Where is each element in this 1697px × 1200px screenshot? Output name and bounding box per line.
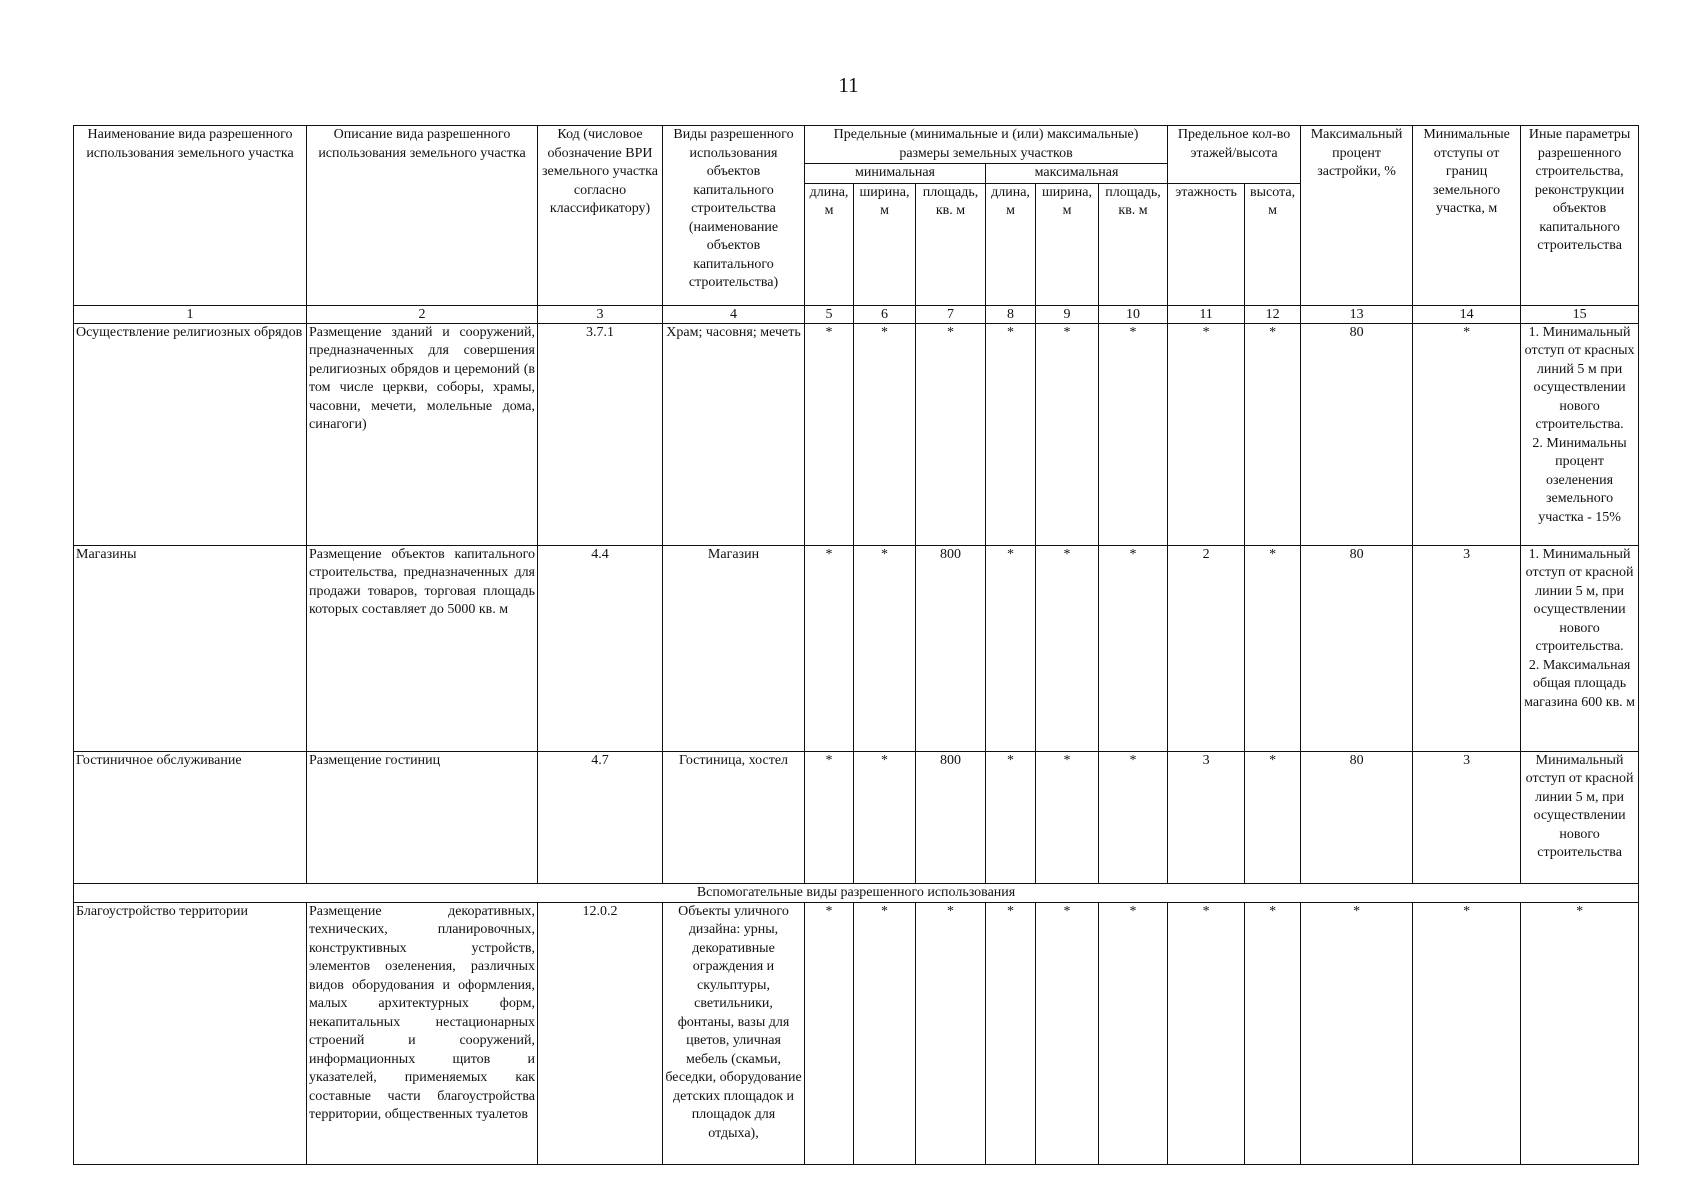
cell-min-area: * bbox=[916, 902, 986, 1164]
regulations-table bbox=[73, 125, 1639, 1165]
cell-min-setback: 3 bbox=[1413, 545, 1521, 751]
cell-kinds: Объекты уличного дизайна: урны, декоративные ограждения и скульптуры, светильники, фонтаны, вазы для цветов, уличная мебель (скамьи, беседки, оборудование детских площадок и площадок для отдыха), bbox=[663, 902, 805, 1164]
cell-height: * bbox=[1245, 545, 1301, 751]
header-max-length: длина, м bbox=[986, 183, 1036, 305]
column-number: 11 bbox=[1168, 305, 1245, 323]
cell-min-setback: * bbox=[1413, 323, 1521, 545]
column-number: 6 bbox=[854, 305, 916, 323]
cell-description: Размещение зданий и сооружений, предназначенных для совершения религиозных обрядов и церемоний (в том числе церкви, соборы, храмы, часовни, мечети, молельные дома, синагоги) bbox=[307, 323, 538, 545]
cell-name: Благоустройство территории bbox=[74, 902, 307, 1164]
cell-kinds: Храм; часовня; мечеть bbox=[663, 323, 805, 545]
cell-max-percent: 80 bbox=[1301, 751, 1413, 883]
cell-description: Размещение гостиниц bbox=[307, 751, 538, 883]
cell-height: * bbox=[1245, 323, 1301, 545]
header-min-width: ширина, м bbox=[854, 183, 916, 305]
cell-max-length: * bbox=[986, 323, 1036, 545]
cell-description: Размещение объектов капитального строительства, предназначенных для продажи товаров, торговая площадь которых составляет до 5000 кв. м bbox=[307, 545, 538, 751]
table-row bbox=[74, 323, 1639, 545]
header-max-area: площадь, кв. м bbox=[1099, 183, 1168, 305]
cell-max-width: * bbox=[1036, 323, 1099, 545]
cell-min-length: * bbox=[805, 902, 854, 1164]
cell-max-length: * bbox=[986, 902, 1036, 1164]
cell-floors: * bbox=[1168, 323, 1245, 545]
column-number: 9 bbox=[1036, 305, 1099, 323]
cell-min-length: * bbox=[805, 751, 854, 883]
cell-floors: 3 bbox=[1168, 751, 1245, 883]
column-number: 13 bbox=[1301, 305, 1413, 323]
column-number: 4 bbox=[663, 305, 805, 323]
cell-min-width: * bbox=[854, 545, 916, 751]
cell-name: Осуществление религиозных обрядов bbox=[74, 323, 307, 545]
cell-min-length: * bbox=[805, 545, 854, 751]
cell-max-area: * bbox=[1099, 751, 1168, 883]
cell-name: Гостиничное обслуживание bbox=[74, 751, 307, 883]
cell-kinds: Магазин bbox=[663, 545, 805, 751]
cell-max-area: * bbox=[1099, 545, 1168, 751]
cell-min-setback: * bbox=[1413, 902, 1521, 1164]
cell-code: 3.7.1 bbox=[538, 323, 663, 545]
cell-other-params: Минимальный отступ от красной линии 5 м, при осуществлении нового строительства bbox=[1521, 751, 1639, 883]
column-number: 2 bbox=[307, 305, 538, 323]
table-row bbox=[74, 751, 1639, 883]
section-title: Вспомогательные виды разрешенного использования bbox=[74, 883, 1639, 902]
cell-min-area: 800 bbox=[916, 751, 986, 883]
page-number: 11 bbox=[838, 73, 859, 97]
section-row bbox=[74, 883, 1639, 902]
header-min-group: минимальная bbox=[805, 164, 986, 184]
column-number-row bbox=[74, 305, 1639, 323]
cell-max-percent: 80 bbox=[1301, 545, 1413, 751]
header-max-group: максимальная bbox=[986, 164, 1168, 184]
column-number: 3 bbox=[538, 305, 663, 323]
header-min-area: площадь, кв. м bbox=[916, 183, 986, 305]
cell-min-area: * bbox=[916, 323, 986, 545]
header-row bbox=[74, 126, 1639, 164]
cell-max-width: * bbox=[1036, 545, 1099, 751]
column-number: 15 bbox=[1521, 305, 1639, 323]
column-number: 7 bbox=[916, 305, 986, 323]
cell-max-width: * bbox=[1036, 751, 1099, 883]
column-number: 1 bbox=[74, 305, 307, 323]
cell-code: 4.4 bbox=[538, 545, 663, 751]
header-floors: этажность bbox=[1168, 183, 1245, 305]
cell-min-area: 800 bbox=[916, 545, 986, 751]
cell-code: 4.7 bbox=[538, 751, 663, 883]
header-min-length: длина, м bbox=[805, 183, 854, 305]
cell-max-percent: 80 bbox=[1301, 323, 1413, 545]
cell-kinds: Гостиница, хостел bbox=[663, 751, 805, 883]
column-number: 5 bbox=[805, 305, 854, 323]
cell-other-params: 1. Минимальный отступ от красной линии 5 м, при осуществлении нового строительства. 2. Максимальная общая площадь магазина 600 кв. м bbox=[1521, 545, 1639, 751]
cell-floors: * bbox=[1168, 902, 1245, 1164]
cell-min-length: * bbox=[805, 323, 854, 545]
cell-height: * bbox=[1245, 751, 1301, 883]
header-max-percent: Максимальный процент застройки, % bbox=[1301, 126, 1413, 306]
column-number: 14 bbox=[1413, 305, 1521, 323]
header-height: высота, м bbox=[1245, 183, 1301, 305]
cell-max-length: * bbox=[986, 751, 1036, 883]
cell-max-percent: * bbox=[1301, 902, 1413, 1164]
cell-min-width: * bbox=[854, 323, 916, 545]
cell-code: 12.0.2 bbox=[538, 902, 663, 1164]
cell-max-length: * bbox=[986, 545, 1036, 751]
column-number: 12 bbox=[1245, 305, 1301, 323]
cell-description: Размещение декоративных, технических, планировочных, конструктивных устройств, элементов озеленения, различных видов оборудования и оформления, малых архитектурных форм, некапитальных нестационарных строений и сооружений, информационных щитов и указателей, применяемых как составные части благоустройства территории, общественных туалетов bbox=[307, 902, 538, 1164]
header-description: Описание вида разрешенного использования земельного участка bbox=[307, 126, 538, 306]
column-number: 10 bbox=[1099, 305, 1168, 323]
cell-min-width: * bbox=[854, 751, 916, 883]
cell-other-params: 1. Минимальный отступ от красных линий 5 м при осуществлении нового строительства. 2. Минимальны процент озеленения земельного участка - 15% bbox=[1521, 323, 1639, 545]
cell-other-params: * bbox=[1521, 902, 1639, 1164]
cell-min-setback: 3 bbox=[1413, 751, 1521, 883]
cell-floors: 2 bbox=[1168, 545, 1245, 751]
cell-max-area: * bbox=[1099, 902, 1168, 1164]
header-floors-group: Предельное кол-во этажей/высота bbox=[1168, 126, 1301, 184]
cell-min-width: * bbox=[854, 902, 916, 1164]
header-max-width: ширина, м bbox=[1036, 183, 1099, 305]
cell-max-width: * bbox=[1036, 902, 1099, 1164]
header-min-setback: Минимальные отступы от границ земельного участка, м bbox=[1413, 126, 1521, 306]
cell-name: Магазины bbox=[74, 545, 307, 751]
table-row bbox=[74, 545, 1639, 751]
header-name: Наименование вида разрешенного использования земельного участка bbox=[74, 126, 307, 306]
cell-max-area: * bbox=[1099, 323, 1168, 545]
header-kinds: Виды разрешенного использования объектов капитального строительства (наименование объектов капитального строительства) bbox=[663, 126, 805, 306]
header-other-params: Иные параметры разрешенного строительства, реконструкции объектов капитального строительства bbox=[1521, 126, 1639, 306]
table-row bbox=[74, 902, 1639, 1164]
header-limit-sizes: Предельные (минимальные и (или) максимальные) размеры земельных участков bbox=[805, 126, 1168, 164]
column-number: 8 bbox=[986, 305, 1036, 323]
header-code: Код (числовое обозначение ВРИ земельного участка согласно классификатору) bbox=[538, 126, 663, 306]
cell-height: * bbox=[1245, 902, 1301, 1164]
